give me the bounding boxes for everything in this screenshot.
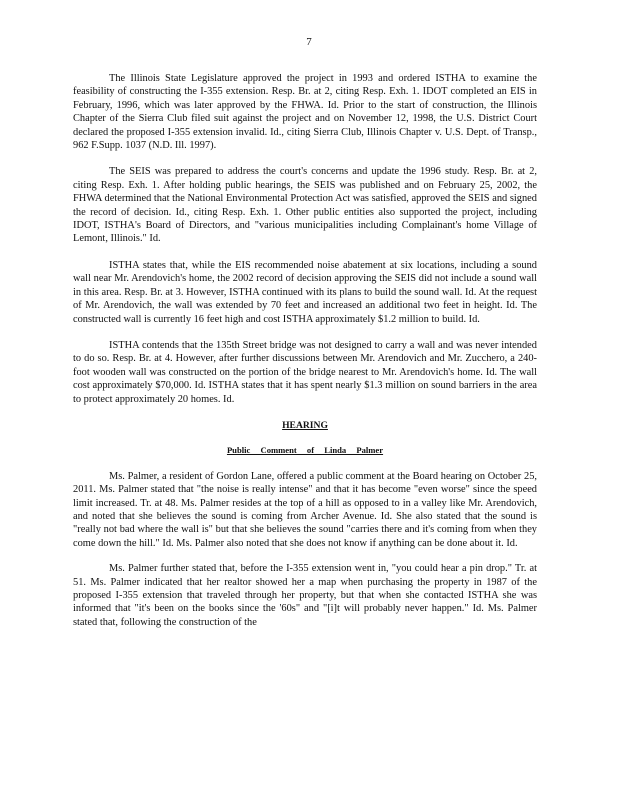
paragraph-sound-wall: ISTHA states that, while the EIS recommended noise abatement at six locations, including a sound wall near Mr. Arendovich's home, the 2002 record of decision approving the SEIS did not include a sound wall in this area. Resp. Br. at 3. However, ISTHA continued with its plans to build the sound wall. Id. At the request of Mr. Arendovich, the wall was extended by 70 feet and increased an additional two feet in height. Id. The constructed wall is currently 16 feet high and cost ISTHA approximately $1.2 million to build. Id.	[73, 259, 537, 325]
paragraph-palmer-comment: Ms. Palmer, a resident of Gordon Lane, offered a public comment at the Board hearing on October 25, 2011. Ms. Palmer stated that "the noise is really intense" and that it has become "even worse" since the speed limit increased. Tr. at 48. Ms. Palmer resides at the top of a hill as opposed to in a valley like Mr. Arendovich, and noted that she believes the sound is coming from Archer Avenue. Id. She also stated that the sound is "really not bad where the wall is" but that she believes the sound "carries there and it's coming from when they come down the hill." Id. Ms. Palmer also noted that she does not know if anything can be done about it. Id.	[73, 470, 537, 549]
paragraph-seis: The SEIS was prepared to address the court's concerns and update the 1996 study. Resp. Br. at 2, citing Resp. Exh. 1. After holding public hearings, the SEIS was published and on February 25, 2002, the FHWA determined that the National Environmental Protection Act was satisfied, approved the SEIS and signed the record of decision. Id., citing Resp. Exh. 1. Other public entities also supported the project, including IDOT, ISTHA's Board of Directors, and "various municipalities including Complainant's home Village of Lemont, Illinois." Id.	[73, 166, 537, 245]
page-number: 7	[306, 36, 312, 48]
subheading-public-comment: Public Comment of Linda Palmer	[226, 445, 384, 456]
paragraph-palmer-further: Ms. Palmer further stated that, before the I-355 extension went in, "you could hear a pin drop." Tr. at 51. Ms. Palmer indicated that her realtor showed her a map when purchasing the property in 1987 of the proposed I-355 extension that traveled through her property, but that when she contacted ISTHA she was informed that "it's been on the books since the '60s" and "[i]t will probably never happen." Id. Ms. Palmer stated that, following the construction of the	[73, 563, 537, 628]
paragraph-bridge: ISTHA contends that the 135th Street bridge was not designed to carry a wall and was never intended to do so. Resp. Br. at 4. However, after further discussions between Mr. Arendovich and Mr. Zucchero, a 240-foot wooden wall was constructed on the portion of the bridge nearest to Mr. Arendovich's home. Id. The wall cost approximately $70,000. Id. ISTHA states that it has spent nearly $1.3 million on sound barriers in the area to protect approximately 20 homes. Id.	[73, 339, 537, 405]
paragraph-legislature: The Illinois State Legislature approved the project in 1993 and ordered ISTHA to examine the feasibility of constructing the I-355 extension. Resp. Br. at 2, citing Resp. Exh. 1. IDOT completed an EIS in February, 1996, which was later approved by the FHWA. Id. Prior to the start of construction, the Illinois Chapter of the Sierra Club filed suit against the project and on November 12, 1998, the U.S. District Court declared the proposed I-355 extension invalid. Id., citing Sierra Club, Illinois Chapter v. U.S. Dept. of Transp., 962 F.Supp. 1037 (N.D. Ill. 1997).	[73, 73, 537, 152]
section-heading-hearing: HEARING	[282, 419, 328, 431]
document-body	[73, 72, 537, 641]
